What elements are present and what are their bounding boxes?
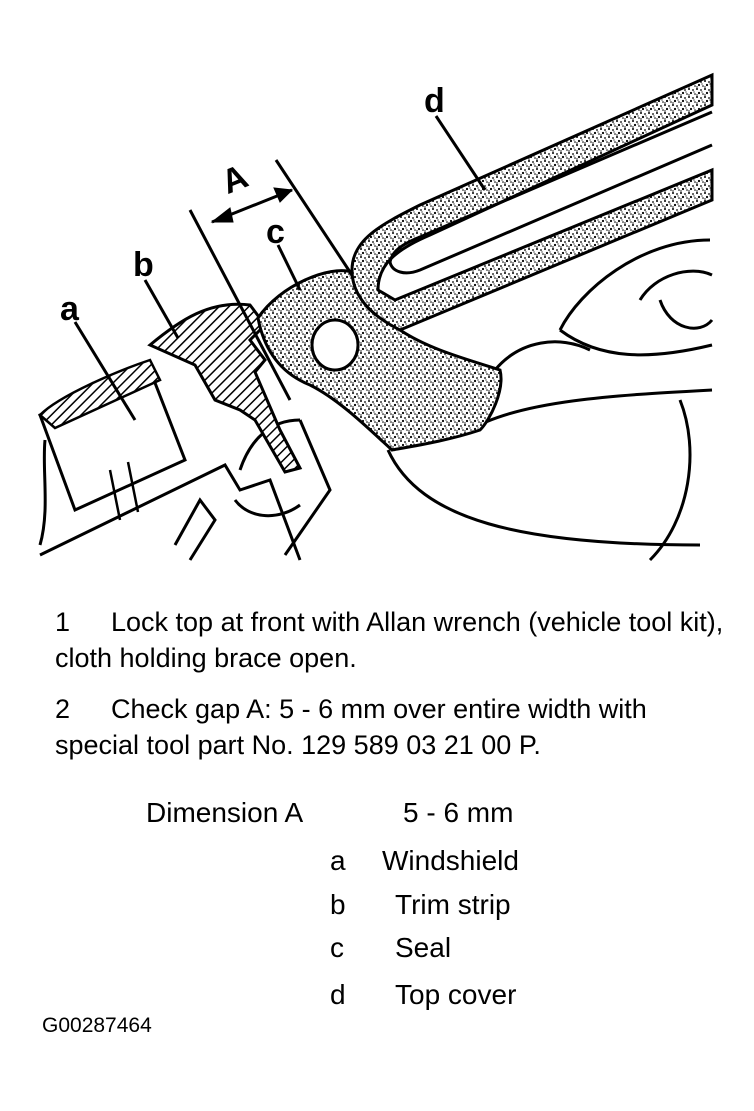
- seal-hollow: [312, 320, 358, 370]
- top-cover: [352, 75, 712, 330]
- step-text: Check gap A: 5 - 6 mm over entire width with special tool part No. 129 589 03 21 00 P.: [55, 694, 647, 760]
- step-text: Lock top at front with Allan wrench (vehicle tool kit), cloth holding brace open.: [55, 607, 724, 673]
- legend-name-b: Trim strip: [395, 889, 511, 920]
- legend-name-c: Seal: [395, 932, 452, 963]
- callout-dimension-a: A: [216, 157, 254, 202]
- step-number: 2: [55, 694, 71, 724]
- windshield: [40, 360, 185, 545]
- legend-name-a: Windshield: [382, 845, 519, 876]
- legend-key-d: d: [330, 979, 346, 1010]
- callout-a: a: [60, 290, 79, 328]
- leader-d: [436, 116, 485, 190]
- callout-d: d: [424, 82, 445, 120]
- leader-c: [278, 245, 300, 290]
- callout-b: b: [133, 246, 154, 284]
- instruction-step-1: [55, 604, 735, 676]
- step-number: 1: [55, 607, 71, 637]
- dimension-value: 5 - 6 mm: [403, 797, 514, 828]
- legend-key-c: c: [330, 932, 344, 963]
- legend-key-b: b: [330, 889, 346, 920]
- figure-code: G00287464: [42, 1014, 152, 1037]
- instruction-step-2: [55, 691, 735, 763]
- leader-b: [145, 280, 178, 338]
- legend-key-a: a: [330, 845, 346, 876]
- legend-name-d: Top cover: [395, 979, 517, 1010]
- dimension-label: Dimension A: [146, 797, 304, 828]
- callout-c: c: [266, 213, 285, 251]
